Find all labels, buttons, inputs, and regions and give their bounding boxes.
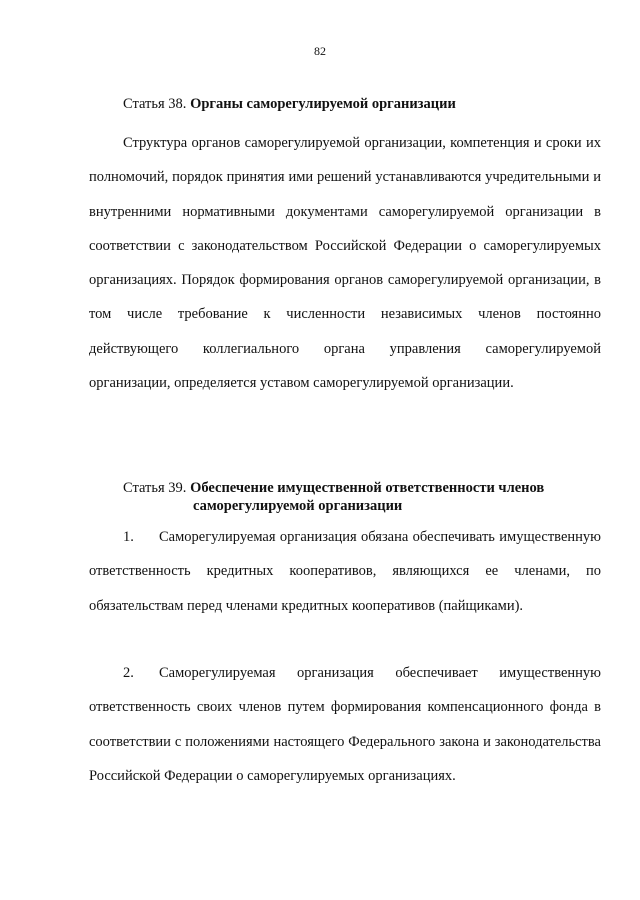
article-39-title-line2: саморегулируемой организации	[193, 498, 403, 514]
article-38-prefix: Статья 38.	[123, 96, 187, 112]
item-1-text: Саморегулируемая организация обязана обеспечивать имущественную ответственность кредитных кооперативов, являющихся ее членами, по обязательствам перед членами кредитных кооперативов (пайщиками).	[89, 529, 601, 614]
article-39-title-line1: Обеспечение имущественной ответственности членов	[190, 480, 545, 496]
page-number: 82	[314, 44, 326, 58]
item-2-number: 2.	[123, 665, 134, 681]
item-1-number: 1.	[123, 529, 134, 545]
article-39-heading	[123, 479, 593, 515]
article-38-title: Органы саморегулируемой организации	[190, 96, 456, 112]
article-39-item-2	[89, 656, 601, 793]
article-39-prefix: Статья 39.	[123, 480, 187, 496]
item-2-text: Саморегулируемая организация обеспечивает имущественную ответственность своих членов путем формирования компенсационного фонда в соответствии с положениями настоящего Федерального закона и законодательства Российской Федерации о саморегулируемых организациях.	[89, 665, 601, 784]
article-39-item-1	[89, 520, 601, 623]
article-38-paragraph: Структура органов саморегулируемой организации, компетенция и сроки их полномочий, порядок принятия ими решений устанавливаются учредительными и внутренними нормативными документами саморегулируемой организации в соответствии с законодательством Российской Федерации о саморегулируемых организациях. Порядок формирования органов саморегулируемой организации, в том числе требование к численности независимых членов постоянно действующего коллегиального органа управления саморегулируемой организации, определяется уставом саморегулируемой организации.	[89, 135, 601, 392]
article-38-heading	[123, 95, 456, 113]
